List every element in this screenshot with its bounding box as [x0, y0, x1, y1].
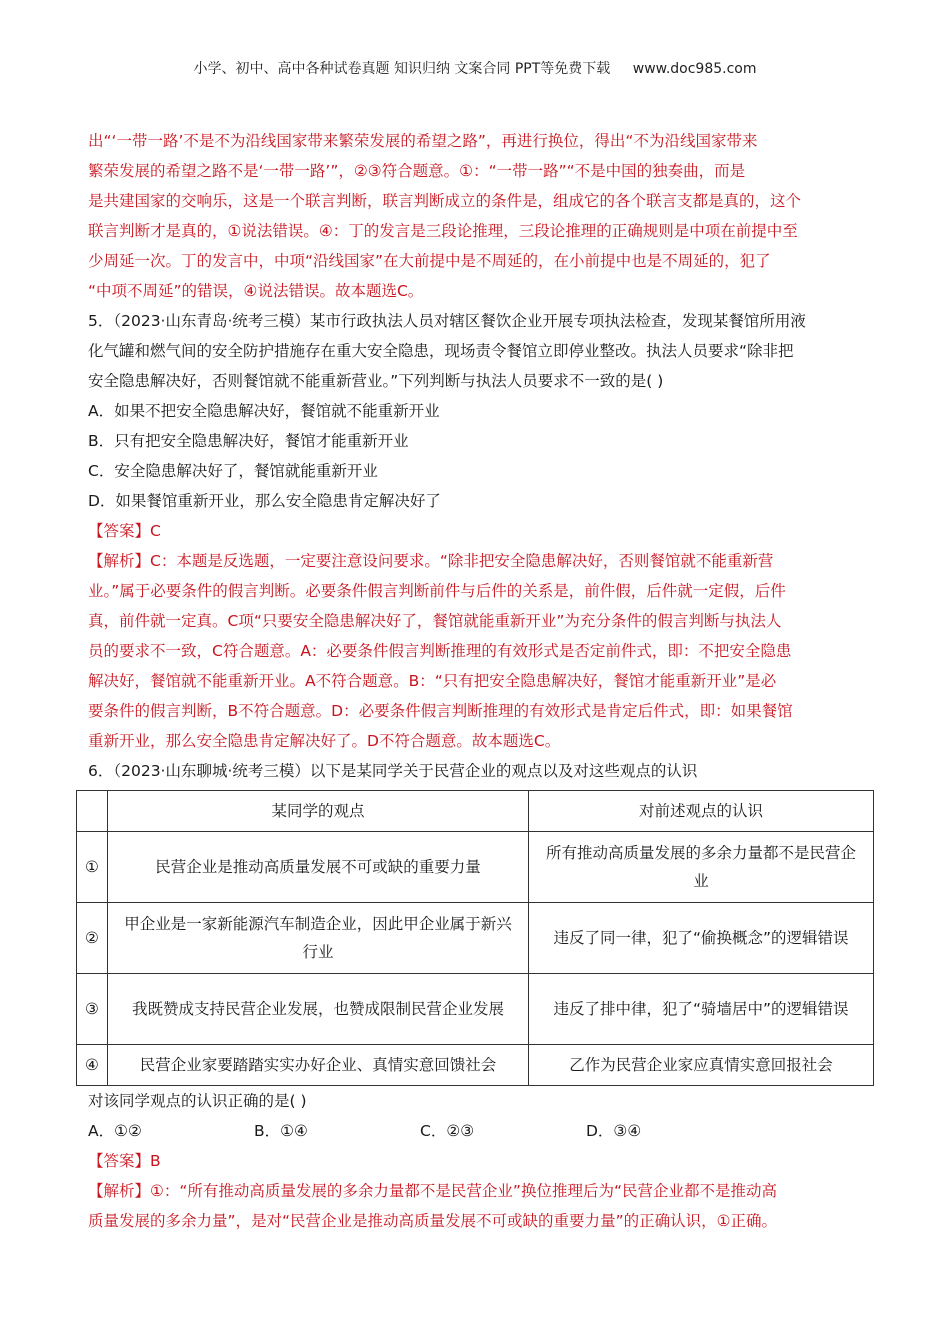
analysis-line: 【解析】①：“所有推动高质量发展的多余力量都不是民营企业”换位推理后为“民营企业都不是推动高: [88, 1182, 777, 1200]
choice-b: B．①④: [254, 1122, 308, 1140]
analysis-line: 出“‘一带一路’不是不为沿线国家带来繁荣发展的希望之路”，再进行换位，得出“不为沿线国家带来: [88, 132, 758, 150]
row-number: ③: [77, 974, 108, 1045]
analysis-line: 【解析】C：本题是反选题，一定要注意设问要求。“除非把安全隐患解决好，否则餐馆就不能重新营: [88, 552, 774, 570]
analysis-line: 联言判断才是真的，①说法错误。④：丁的发言是三段论推理，三段论推理的正确规则是中项在前提中至: [88, 222, 798, 240]
analysis-line: “中项不周延”的错误，④说法错误。故本题选C。: [88, 282, 424, 300]
comment-cell: 违反了同一律，犯了“偷换概念”的逻辑错误: [529, 903, 874, 974]
analysis-line: 解决好，餐馆就不能重新开业。A不符合题意。B：“只有把安全隐患解决好，餐馆才能重新开业”是必: [88, 672, 777, 690]
previous-analysis: [88, 126, 868, 306]
choice-list: [88, 1116, 868, 1146]
option-d: D．如果餐馆重新开业，那么安全隐患肯定解决好了: [88, 492, 441, 510]
comment-cell: 违反了排中律，犯了“骑墙居中”的逻辑错误: [529, 974, 874, 1045]
viewpoint-cell: 我既赞成支持民营企业发展，也赞成限制民营企业发展: [108, 974, 529, 1045]
viewpoint-table-wrapper: [76, 790, 868, 1086]
viewpoint-table: [76, 790, 874, 1086]
question-5: [88, 306, 868, 756]
analysis-line: 质量发展的多余力量”，是对“民营企业是推动高质量发展不可或缺的重要力量”的正确认识，①正确。: [88, 1212, 777, 1230]
analysis-line: 少周延一次。丁的发言中，中项“沿线国家”在大前提中是不周延的，在小前提中也是不周延的，犯了: [88, 252, 771, 270]
analysis-line: 真，前件就一定真。C项“只要安全隐患解决好了，餐馆就能重新开业”为充分条件的假言判断与执法人: [88, 612, 782, 630]
analysis: [88, 1176, 868, 1236]
analysis: [88, 546, 868, 756]
answer: 【答案】B: [88, 1152, 161, 1170]
analysis-line: 员的要求不一致，C符合题意。A：必要条件假言判断推理的有效形式是否定前件式，即：不把安全隐患: [88, 642, 792, 660]
analysis-line: 业。”属于必要条件的假言判断。必要条件假言判断前件与后件的关系是，前件假，后件就一定假，后件: [88, 582, 786, 600]
question-stem: 6．（2023·山东聊城·统考三模）以下是某同学关于民营企业的观点以及对这些观点的认识: [88, 762, 698, 780]
table-row: [77, 1045, 874, 1086]
table-header-cell: 某同学的观点: [108, 791, 529, 832]
comment-cell: 所有推动高质量发展的多余力量都不是民营企业: [529, 832, 874, 903]
viewpoint-cell: 甲企业是一家新能源汽车制造企业，因此甲企业属于新兴行业: [108, 903, 529, 974]
option-b: B．只有把安全隐患解决好，餐馆才能重新开业: [88, 432, 409, 450]
choice-a: A．①②: [88, 1122, 142, 1140]
question-stem-line: 化气罐和燃气间的安全防护措施存在重大安全隐患，现场责令餐馆立即停业整改。执法人员要求“除非把: [88, 342, 794, 360]
option-c: C．安全隐患解决好了，餐馆就能重新开业: [88, 462, 378, 480]
question-6: [85, 756, 868, 1236]
document-body: [85, 126, 868, 1236]
question-stem-line: 安全隐患解决好，否则餐馆就不能重新营业。”下列判断与执法人员要求不一致的是( ): [88, 372, 664, 390]
analysis-line: 是共建国家的交响乐，这是一个联言判断，联言判断成立的条件是，组成它的各个联言支都是真的，这个: [88, 192, 802, 210]
viewpoint-cell: 民营企业家要踏踏实实办好企业、真情实意回馈社会: [108, 1045, 529, 1086]
page-header: [0, 58, 950, 78]
header-text: 小学、初中、高中各种试卷真题 知识归纳 文案合同 PPT等免费下载: [193, 61, 611, 77]
comment-cell: 乙作为民营企业家应真情实意回报社会: [529, 1045, 874, 1086]
row-number: ①: [77, 832, 108, 903]
header-url[interactable]: www.doc985.com: [632, 61, 757, 77]
row-number: ②: [77, 903, 108, 974]
table-header-cell: 对前述观点的认识: [529, 791, 874, 832]
answer: 【答案】C: [88, 522, 161, 540]
option-a: A．如果不把安全隐患解决好，餐馆就不能重新开业: [88, 402, 440, 420]
table-header-row: [77, 791, 874, 832]
analysis-line: 繁荣发展的希望之路不是‘一带一路’”，②③符合题意。①：“一带一路”“不是中国的独奏曲，而是: [88, 162, 746, 180]
analysis-line: 要条件的假言判断，B不符合题意。D：必要条件假言判断推理的有效形式是肯定后件式，即：如果餐馆: [88, 702, 793, 720]
question-prompt: 对该同学观点的认识正确的是( ): [88, 1092, 307, 1110]
choice-d: D．③④: [586, 1122, 642, 1140]
viewpoint-cell: 民营企业是推动高质量发展不可或缺的重要力量: [108, 832, 529, 903]
analysis-line: 重新开业，那么安全隐患肯定解决好了。D不符合题意。故本题选C。: [88, 732, 561, 750]
table-header-cell: [77, 791, 108, 832]
row-number: ④: [77, 1045, 108, 1086]
table-row: [77, 974, 874, 1045]
table-row: [77, 832, 874, 903]
question-stem-line: 5．（2023·山东青岛·统考三模）某市行政执法人员对辖区餐饮企业开展专项执法检查，发现某餐馆所用液: [88, 312, 806, 330]
table-row: [77, 903, 874, 974]
choice-c: C．②③: [420, 1122, 475, 1140]
